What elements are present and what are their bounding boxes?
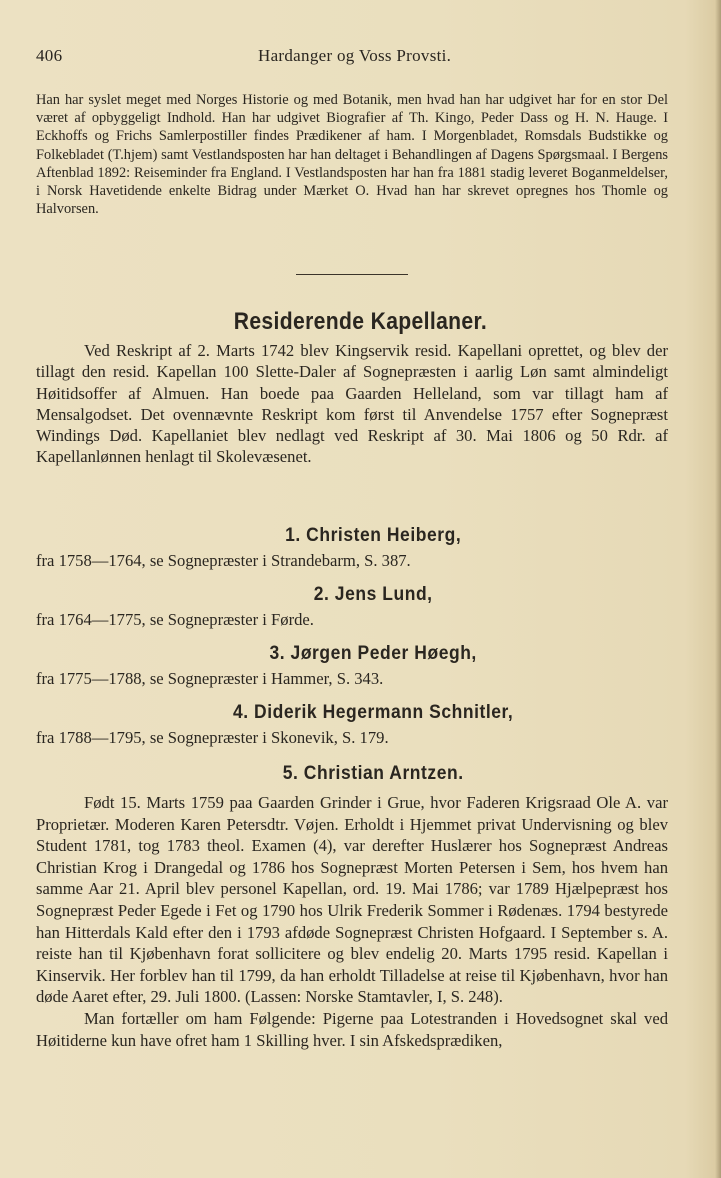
running-head: Hardanger og Voss Provsti. bbox=[258, 46, 452, 65]
section-title: Residerende Kapellaner. bbox=[233, 308, 488, 335]
entry-tenure: fra 1758—1764, se Sognepræster i Strandebarm, S. 387. bbox=[36, 551, 411, 570]
page-header bbox=[36, 46, 676, 70]
entry-2 bbox=[36, 584, 668, 630]
intro-paragraph: Han har syslet meget med Norges Historie og med Botanik, men hvad han har udgivet har for en stor Del været af opbyggeligt Indhold. Han har udgivet Biografier af Th. Kingo, Peder Dass og H. N. Hauge. I Eckhoffs og Frichs Samlerpostiller findes Prædikener af ham. I Morgenbladet, Romsdals Budstikke og Folkebladet (T.hjem) samt Vestlandsposten har han deltaget i Behandlingen af Dagens Spørgsmaal. I Bergens Aftenblad 1892: Reiseminder fra England. I Vestlandsposten har han fra 1881 stadig leveret Boganmeldelser, i Norsk Havetidende enkelte Bidrag under Mærket O. Hvad han har skrevet opregnes hos Thomle og Halvorsen. bbox=[36, 92, 668, 218]
entry-5 bbox=[36, 763, 668, 785]
page-edge-shadow bbox=[715, 0, 721, 1178]
section-intro bbox=[36, 340, 668, 468]
entry-name: 4. Diderik Hegermann Schnitler, bbox=[232, 702, 514, 723]
entry-name: 2. Jens Lund, bbox=[313, 584, 433, 605]
entry-tenure: fra 1788—1795, se Sognepræster i Skonevik, S. 179. bbox=[36, 728, 389, 747]
section-paragraph: Ved Reskript af 2. Marts 1742 blev Kingservik resid. Kapellani oprettet, og blev der tillagt den resid. Kapellan 100 Slette-Daler af Sognepræsten i aarlig Løn samt almindeligt Høitidsoffer af Almuen. Han boede paa Gaarden Helleland, som var tillagt ham af Mensalgodset. Det ovennævnte Reskript kom først til Anvendelse 1757 efter Sognepræst Windings Død. Kapellaniet blev nedlagt ved Reskript af 30. Mai 1806 og 50 Rdr. af Kapellanlønnen henlagt til Skolevæsenet. bbox=[36, 341, 668, 467]
entry-tenure: fra 1775—1788, se Sognepræster i Hammer, S. 343. bbox=[36, 669, 384, 688]
entry-tenure: fra 1764—1775, se Sognepræster i Førde. bbox=[36, 610, 314, 629]
intro-text bbox=[36, 91, 668, 218]
entry-name: 1. Christen Heiberg, bbox=[285, 525, 462, 546]
section-divider bbox=[296, 274, 408, 275]
biography-text bbox=[36, 792, 668, 1051]
entry-name: 3. Jørgen Peder Høegh, bbox=[269, 643, 477, 664]
bio-paragraph-2: Man fortæller om ham Følgende: Pigerne paa Lotestranden i Hovedsognet skal ved Høitiderne kun have ofret ham 1 Skilling hver. I sin Afskedsprædiken, bbox=[36, 1008, 668, 1050]
entry-1 bbox=[36, 525, 668, 571]
bio-paragraph-1: Født 15. Marts 1759 paa Gaarden Grinder i Grue, hvor Faderen Krigsraad Ole A. var Proprietær. Moderen Karen Petersdtr. Vøjen. Erholdt i Hjemmet privat Undervisning og blev Student 1781, tog 1783 theol. Examen (4), var derefter Huslærer hos Sognepræst Andreas Christian Krog i Drangedal og 1786 hos Sognepræst Morten Petersen i Sem, hos hvem han samme Aar 21. April blev personel Kapellan, ord. 19. Mai 1786; var 1789 Hjælpepræst hos Sognepræst Peder Egede i Fet og 1790 hos Ulrik Frederik Sommer i Rødenæs. 1794 bestyrede han Hitterdals Kald efter den i 1793 afdøde Sognepræst Christen Hofgaard. I September s. A. reiste han til Kjøbenhavn forat sollicitere og blev endelig 20. Marts 1795 resid. Kapellan i Kinservik. Her forblev han til 1799, da han erholdt Tilladelse at reise til Kjøbenhavn, hvor han døde Aaret efter, 29. Juli 1800. (Lassen: Norske Stamtavler, I, S. 248). bbox=[36, 793, 668, 1007]
entry-name: 5. Christian Arntzen. bbox=[282, 763, 464, 784]
entry-3 bbox=[36, 643, 668, 689]
page-number: 406 bbox=[36, 46, 63, 65]
entry-4 bbox=[36, 702, 668, 748]
